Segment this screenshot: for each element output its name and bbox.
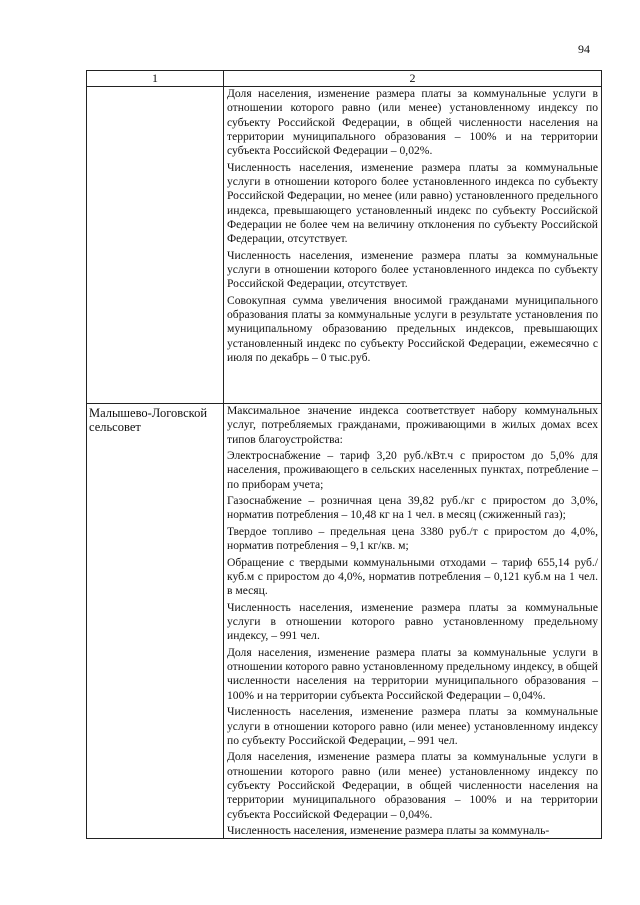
paragraph: Совокупная сумма увеличения вносимой гражданами муниципального образования платы за коммунальные услуги в результате установления по муниципальному образованию предельных индексов, превышающих установленный индекс по субъекту Российской Федерации, ежемесячно с июля по декабрь – 0 тыс.руб. bbox=[227, 293, 598, 364]
paragraph: Доля населения, изменение размера платы за коммунальные услуги в отношении которого равно установленному предельному индексу, в общей численности населения на территории муниципального образования – 100% и на территории субъекта Российской Федерации – 0,04%. bbox=[227, 645, 598, 702]
paragraph: Твердое топливо – предельная цена 3380 руб./т с приростом до 4,0%, норматив потребления – 9,1 кг/кв. м; bbox=[227, 524, 598, 553]
paragraph: Обращение с твердыми коммунальными отходами – тариф 655,14 руб./куб.м с приростом до 4,0%, норматив потребления – 0,121 куб.м на 1 чел. в месяц. bbox=[227, 555, 598, 598]
paragraph: Численность населения, изменение размера платы за коммунальные услуги в отношении которого более установленного индекса по субъекту Российской Федерации, отсутствует. bbox=[227, 248, 598, 291]
paragraph: Численность населения, изменение размера платы за коммуналь- bbox=[227, 824, 550, 837]
table-row bbox=[87, 87, 602, 404]
table-header-row bbox=[87, 71, 602, 87]
paragraph: Численность населения, изменение размера платы за коммунальные услуги в отношении которого равно установленному предельному индексу, – 991 чел. bbox=[227, 600, 598, 643]
description-cell bbox=[224, 87, 602, 404]
description-cell bbox=[224, 404, 602, 839]
paragraph: Численность населения, изменение размера платы за коммунальные услуги в отношении которого равно (или менее) установленному индексу по субъекту Российской Федерации, – 991 чел. bbox=[227, 705, 598, 747]
paragraph: Максимальное значение индекса соответствует набору коммунальных услуг, потребляемых гражданами, проживающими в жилых домах всех типов благоустройства: bbox=[227, 404, 598, 446]
paragraph: Газоснабжение – розничная цена 39,82 руб./кг с приростом до 3,0%, норматив потребления – 10,48 кг на 1 чел. в месяц (сжиженный газ); bbox=[227, 494, 598, 522]
municipality-cell bbox=[87, 87, 224, 404]
municipality-cell: Малышево-Логовской сельсовет bbox=[87, 404, 224, 839]
page-number: 94 bbox=[578, 42, 590, 56]
table-row bbox=[87, 404, 602, 839]
paragraph: Доля населения, изменение размера платы за коммунальные услуги в отношении которого равно (или менее) установленному индексу по субъекту Российской Федерации, в общей численности населения на территории муниципального образования – 100% и на территории субъекта Российской Федерации – 0,02%. bbox=[227, 87, 598, 158]
column-header-1: 1 bbox=[87, 71, 224, 87]
paragraph: Численность населения, изменение размера платы за коммунальные услуги в отношении которого более установленного индекса по субъекту Российской Федерации, но менее (или равно) установленного предельного индекса, превышающего установленный индекс по субъекту Российской Федерации не более чем на величину отклонения по субъекту Российской Федерации, отсутствует. bbox=[227, 160, 598, 246]
data-table bbox=[86, 70, 602, 839]
column-header-2: 2 bbox=[224, 71, 602, 87]
paragraph: Электроснабжение – тариф 3,20 руб./кВт.ч с приростом до 5,0% для населения, проживающего в сельских населенных пунктах, потребление – по приборам учета; bbox=[227, 449, 598, 491]
paragraph: Доля населения, изменение размера платы за коммунальные услуги в отношении которого равно (или менее) установленному индексу по субъекту Российской Федерации, в общей численности населения на территории муниципального образования – 100% и на территории субъекта Российской Федерации – 0,04%. bbox=[227, 750, 598, 821]
